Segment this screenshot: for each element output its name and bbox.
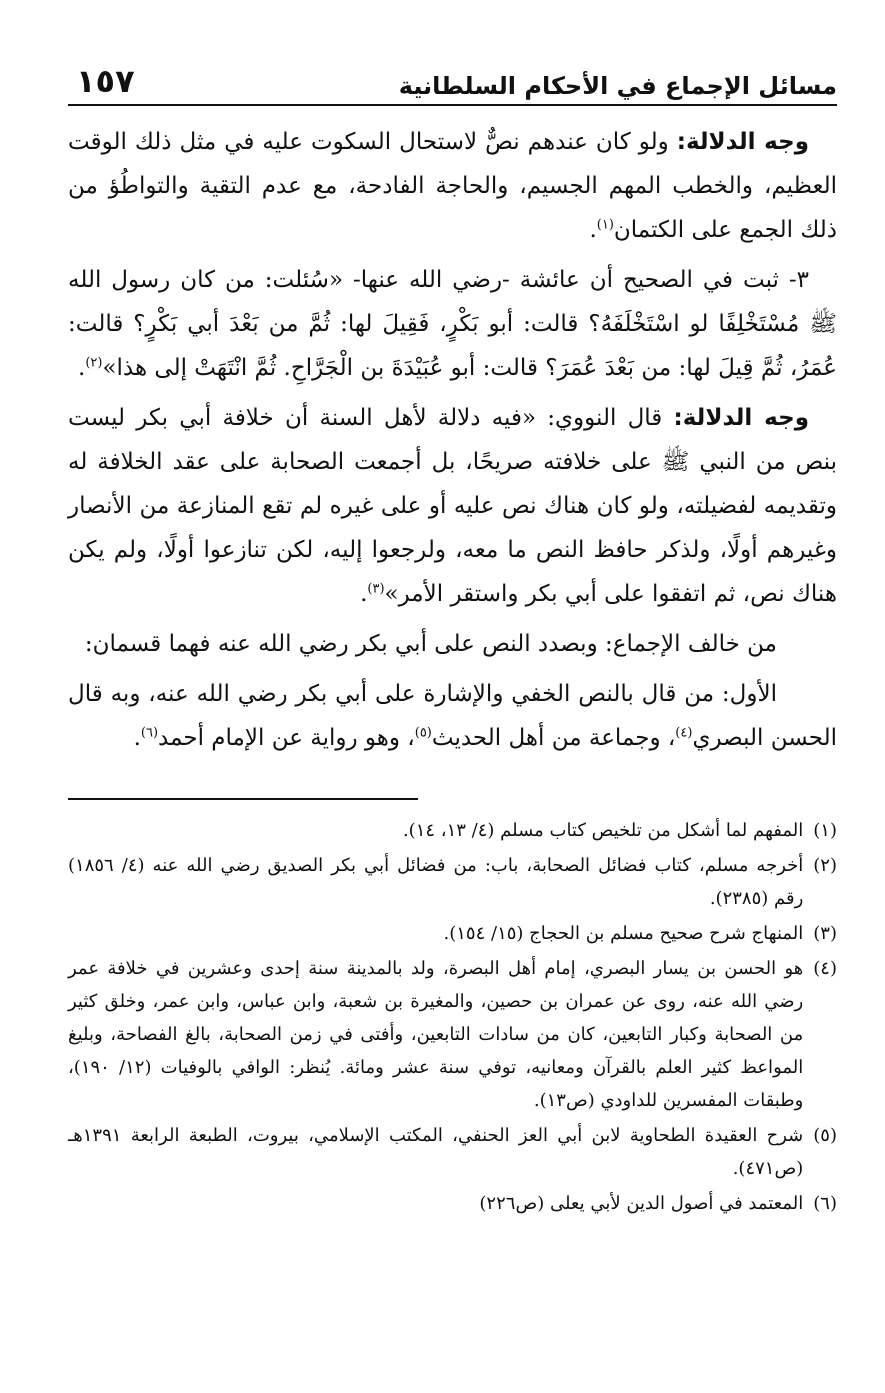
footnote xyxy=(68,814,837,847)
footnote-ref: (٥) xyxy=(414,725,432,741)
page-number: ١٥٧ xyxy=(76,62,135,100)
paragraph-text: قال النووي: «فيه دلالة لأهل السنة أن خلافة أبي بكر ليست بنص من النبي ﷺ على خلافته صريحًا، بل أجمعت الصحابة على عقد الخلافة له وتقديمه لفضيلته، ولو كان هناك نص عليه أو على غيره لم تقع المنازعة من الأنصار وغيرهم أولًا، ولذكر حافظ النص ما معه، ولرجعوا إليه، لكن تنازعوا أولًا، ولم يكن هناك نص، ثم اتفقوا على أبي بكر واستقر الأمر» xyxy=(68,405,837,607)
paragraph-tail: . xyxy=(360,581,368,607)
paragraph xyxy=(68,672,837,760)
paragraph xyxy=(68,120,837,252)
paragraph-text: ولو كان عندهم نصٌّ لاستحال السكوت عليه في مثل ذلك الوقت العظيم، والخطب المهم الجسيم، والحاجة الفادحة، مع عدم التقية والتواطُؤ من ذلك الجمع على الكتمان xyxy=(68,129,837,243)
footnote-ref: (٣) xyxy=(367,581,385,597)
footnote-number: (٣) xyxy=(813,923,837,944)
footnote xyxy=(68,1119,837,1185)
footnote-text: شرح العقيدة الطحاوية لابن أبي العز الحنفي، المكتب الإسلامي، بيروت، الطبعة الرابعة ١٣٩١هـ (ص٤٧١). xyxy=(68,1125,804,1179)
paragraph-text: من خالف الإجماع: وبصدد النص على أبي بكر رضي الله عنه فهما قسمان: xyxy=(84,631,777,657)
footnote-number: (٢) xyxy=(813,855,837,876)
paragraph-tail: ، وجماعة من أهل الحديث xyxy=(431,725,676,751)
footnote xyxy=(68,917,837,950)
footnote-separator-wrap xyxy=(68,798,837,800)
footnote-ref: (٢) xyxy=(85,355,103,371)
footnote-number: (٥) xyxy=(813,1125,837,1146)
footnote xyxy=(68,1187,837,1220)
paragraph-label: وجه الدلالة: xyxy=(676,129,809,155)
page-header xyxy=(68,58,837,106)
footnote-ref: (١) xyxy=(596,217,614,233)
footnote-ref: (٤) xyxy=(675,725,693,741)
paragraph-tail: . xyxy=(78,355,86,381)
paragraph xyxy=(68,622,837,666)
paragraph-tail: . xyxy=(589,217,597,243)
paragraph-tail: . xyxy=(133,725,141,751)
running-title: مسائل الإجماع في الأحكام السلطانية xyxy=(398,72,837,100)
footnote-ref: (٦) xyxy=(140,725,159,741)
footnote xyxy=(68,849,837,915)
footnotes xyxy=(68,814,837,1220)
paragraph-tail: ، وهو رواية عن الإمام أحمد xyxy=(158,725,415,751)
footnote-text: المنهاج شرح صحيح مسلم بن الحجاج (١٥/ ١٥٤). xyxy=(443,923,804,944)
paragraph xyxy=(68,258,837,390)
footnote-number: (٤) xyxy=(813,958,837,979)
paragraph-label: وجه الدلالة: xyxy=(673,405,809,431)
footnote-number: (٦) xyxy=(813,1193,837,1214)
paragraph xyxy=(68,396,837,616)
footnote-text: هو الحسن بن يسار البصري، إمام أهل البصرة، ولد بالمدينة سنة إحدى وعشرين في خلافة عمر رضي الله عنه، روى عن عمران بن حصين، والمغيرة بن شعبة، وابن عباس، وابن عمر، وخلق كثير من الصحابة وكبار التابعين، كان من سادات التابعين، وأفتى في زمن الصحابة، بالغ الفصاحة، وبليغ المواعظ كثير العلم بالقرآن ومعانيه، توفي سنة عشر ومائة. يُنظر: الوافي بالوفيات (١٢/ ١٩٠)، وطبقات المفسرين للداودي (ص١٣). xyxy=(68,958,804,1111)
main-text xyxy=(68,120,837,760)
paragraph-text: الأول: من قال بالنص الخفي والإشارة على أبي بكر رضي الله عنه، وبه قال الحسن البصري xyxy=(68,681,837,751)
paragraph-text: ٣- ثبت في الصحيح أن عائشة -رضي الله عنها- «سُئلت: من كان رسول الله ﷺ مُسْتَخْلِفًا لو اسْتَخْلَفَهُ؟ قالت: أبو بَكْرٍ، فَقِيلَ لها: ثُمَّ من بَعْدَ أبي بَكْرٍ؟ قالت: عُمَرُ، ثُمَّ قِيلَ لها: من بَعْدَ عُمَرَ؟ قالت: أبو عُبَيْدَةَ بن الْجَرَّاحِ. ثُمَّ انْتَهَتْ إلى هذا» xyxy=(68,267,837,381)
footnote-text: المفهم لما أشكل من تلخيص كتاب مسلم (٤/ ١٣، ١٤). xyxy=(402,820,804,841)
footnote-text: المعتمد في أصول الدين لأبي يعلى (ص٢٢٦) xyxy=(479,1193,804,1214)
footnote-separator xyxy=(68,798,418,800)
footnote xyxy=(68,952,837,1117)
footnote-number: (١) xyxy=(813,820,837,841)
footnote-text: أخرجه مسلم، كتاب فضائل الصحابة، باب: من فضائل أبي بكر الصديق رضي الله عنه (٤/ ١٨٥٦) رقم (٢٣٨٥). xyxy=(68,855,804,909)
